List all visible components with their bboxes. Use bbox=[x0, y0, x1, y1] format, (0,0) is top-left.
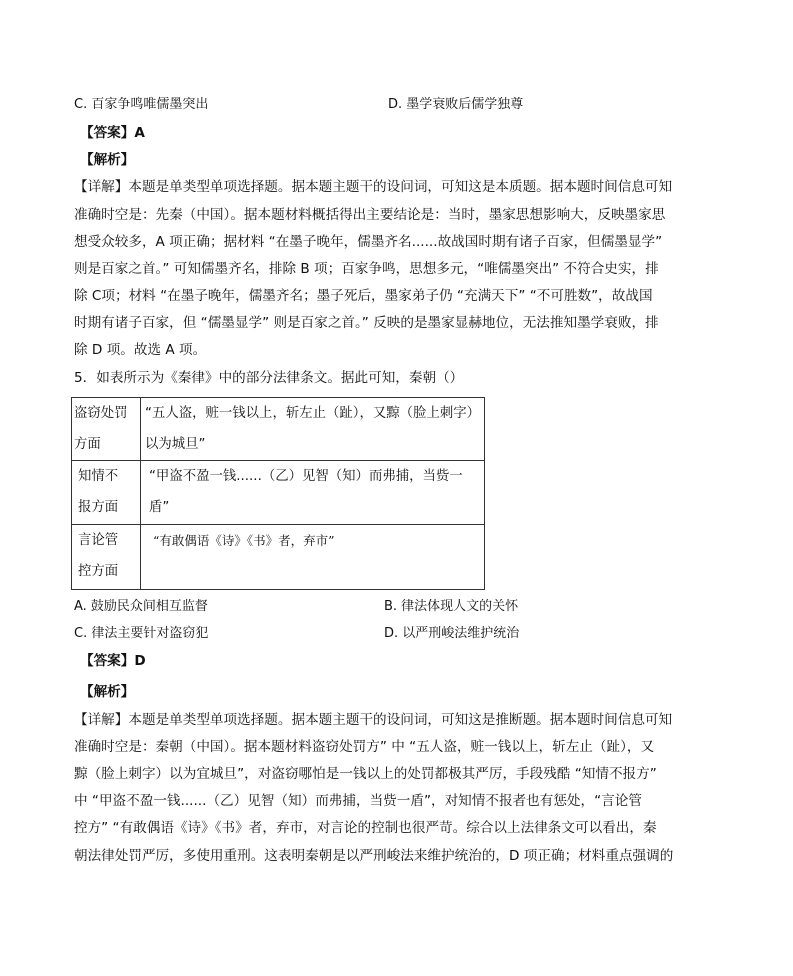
q4-detail-line: 时期有诸子百家，但 “儒墨显学” 则是百家之首。” 反映的是墨家显赫地位，无法推知墨学衰败，排 bbox=[74, 315, 659, 331]
row-head-line: 方面 bbox=[74, 437, 101, 452]
row-head-line: 知情不 bbox=[78, 469, 119, 484]
q4-answer: 【答案】A bbox=[80, 125, 145, 141]
row-head-line: 言论管 bbox=[78, 533, 119, 548]
table-row-head bbox=[72, 398, 141, 461]
table-row-head bbox=[72, 525, 141, 590]
q5-option-b: B. 律法体现人文的关怀 bbox=[384, 599, 519, 614]
law-table bbox=[71, 397, 485, 590]
q4-detail-line: 除 D 项。故选 A 项。 bbox=[74, 342, 207, 358]
table-row-body: “五人盗，赃一钱以上，斩左止（趾），又黥（脸上刺字）以为城旦” bbox=[141, 398, 485, 461]
q5-detail-line: 控方” “有敢偶语《诗》《书》者，弃市，对言论的控制也很严苛。综合以上法律条文可以看出，秦 bbox=[74, 820, 657, 836]
q4-option-c: C. 百家争鸣唯儒墨突出 bbox=[74, 97, 209, 112]
q5-option-d: D. 以严刑峻法维护统治 bbox=[384, 626, 520, 641]
table-row bbox=[72, 461, 485, 525]
row-head-line: 控方面 bbox=[78, 564, 119, 579]
q5-detail-line: 中 “甲盗不盈一钱......（乙）见智（知）而弗捕，当赀一盾”，对知情不报者也有惩处，“言论管 bbox=[74, 793, 642, 809]
q5-detail-line: 朝法律处罚严厉，多使用重刑。这表明秦朝是以严刑峻法来维护统治的，D 项正确；材料重点强调的 bbox=[74, 848, 674, 864]
table-row bbox=[72, 398, 485, 461]
table-row bbox=[72, 525, 485, 590]
q5-detail-line: 【详解】本题是单类型单项选择题。据本题主题干的设问词，可知这是推断题。据本题时间信息可知 bbox=[74, 712, 673, 728]
q4-detail-line: 准确时空是：先秦（中国）。据本题材料概括得出主要结论是：当时，墨家思想影响大，反映墨家思 bbox=[74, 207, 666, 223]
q5-option-c: C. 律法主要针对盗窃犯 bbox=[74, 626, 209, 641]
row-head-line: 盗窃处罚 bbox=[74, 406, 128, 421]
table-row-head bbox=[72, 461, 141, 525]
q5-option-a: A. 鼓励民众间相互监督 bbox=[74, 599, 208, 614]
q5-analysis-label: 【解析】 bbox=[80, 684, 135, 700]
row-head-line: 报方面 bbox=[78, 500, 119, 515]
q4-detail-line: 除 C项；材料 “在墨子晚年，儒墨齐名；墨子死后，墨家弟子仍 “充满天下” “不可胜数”，故战国 bbox=[74, 288, 653, 304]
q5-detail-line: 黥（脸上刺字）以为宜城旦”，对盗窃哪怕是一钱以上的处罚都极其严厉，手段残酷 “知情不报方” bbox=[74, 766, 657, 782]
q4-analysis-label: 【解析】 bbox=[80, 152, 135, 168]
q5-detail-line: 准确时空是：秦朝（中国）。据本题材料盗窃处罚方” 中 “五人盗，赃一钱以上，斩左止（趾），又 bbox=[74, 739, 655, 755]
q4-detail-line: 【详解】本题是单类型单项选择题。据本题主题干的设问词，可知这是本质题。据本题时间信息可知 bbox=[74, 179, 673, 195]
q4-detail-line: 想受众较多，A 项正确；据材料 “在墨子晚年，儒墨齐名......故战国时期有诸子百家，但儒墨显学” bbox=[74, 234, 663, 250]
q5-answer: 【答案】D bbox=[80, 653, 146, 669]
q4-detail-line: 则是百家之首。” 可知儒墨齐名，排除 B 项；百家争鸣，思想多元，“唯儒墨突出” 不符合史实，排 bbox=[74, 261, 659, 277]
table-row-body: “有敢偶语《诗》《书》者，弃市” bbox=[141, 525, 485, 590]
q4-option-d: D. 墨学衰败后儒学独尊 bbox=[388, 97, 524, 112]
table-row-body: “甲盗不盈一钱......（乙）见智（知）而弗捕，当赀一盾” bbox=[141, 461, 485, 525]
q5-stem: 5．如表所示为《秦律》中的部分法律条文。据此可知，秦朝（） bbox=[74, 370, 464, 386]
